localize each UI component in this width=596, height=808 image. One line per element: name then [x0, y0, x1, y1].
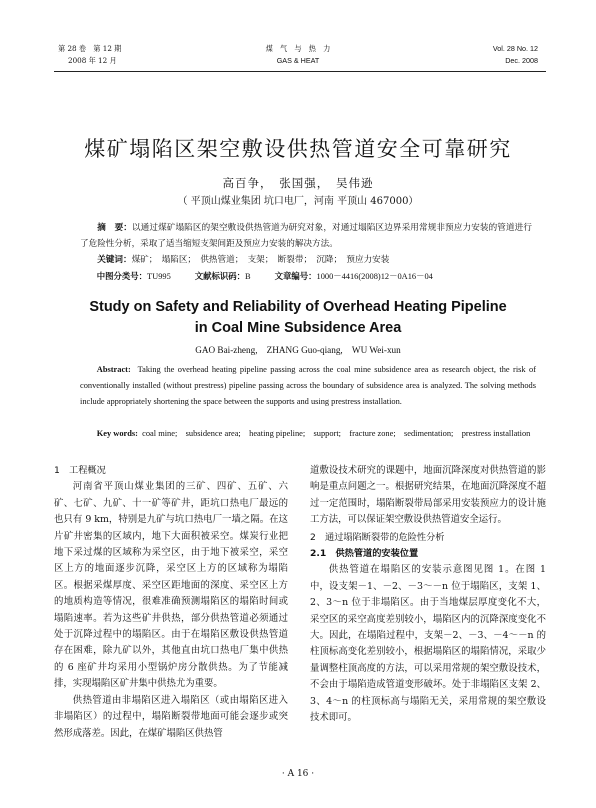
abstract-en — [80, 362, 536, 410]
title-en-line2: in Coal Mine Subsidence Area — [194, 320, 402, 336]
abstract-cn-text: 以通过煤矿塌陷区的架空敷设供热管道为研究对象，对通过塌陷区边界采用常规非预应力安装的管道进行了危险性分析，采取了适当缩短支架间距及预应力安装的解决方法。 — [80, 223, 532, 249]
keywords-en-label: Key words: — [96, 429, 138, 438]
section-2-1-heading: 2.1 供热管道的安装位置 — [310, 548, 419, 560]
keywords-cn-label: 关键词： — [97, 255, 132, 265]
article-id-label: 文章编号： — [274, 271, 317, 281]
authors-en: GAO Bai-zheng, ZHANG Guo-qiang, WU Wei-xun — [195, 345, 401, 355]
section-2-1-paragraph: 供热管道在塌陷区的安装示意图见图 1。在图 1 中，设支架－1、－2、－3～－n 位于塌陷区，支架 1、2、3～n 位于非塌陷区。由于当地煤层厚度变化不大，采空区的采空高度差别较小，塌陷区内的沉降深度变化不大。因此，在塌陷过程中，支架－2、－3、－4～－n 的柱顶标高变化差别较小，根据塌陷区的塌陷情况，采取少量调整柱顶高度的方法，可以采用常规的架空敷设技术，不会由于塌陷造成管道变形破坏。处于非塌陷区支架 2、3、4～n 的柱顶标高与塌陷无关，采用常规的架空敷设技术即可。 — [310, 564, 546, 724]
clc-label: 中图分类号： — [96, 271, 148, 281]
authors-cn: 高百争， 张国强， 吴伟逊 — [222, 176, 374, 190]
right-paragraph-1: 道敷设技术研究的课题中，地面沉降深度对供热管道的影响是重点问题之一。根据研究结果，在地面沉降深度不超过一定范围时，塌陷断裂带局部采用安装预应力的设计施工方法，可以保证架空敷设供热管道安全运行。 — [310, 465, 546, 526]
doc-code-value: B — [245, 272, 251, 281]
article-id-value: 1000－4416(2008)12－0A16－04 — [316, 272, 433, 281]
keywords-en-text: coal mine; subsidence area; heating pipeline; support; fracture zone; sedimentation; prestress installation — [142, 429, 531, 438]
abstract-en-label: Abstract: — [96, 365, 131, 374]
section-1-paragraph-1: 河南省平顶山煤业集团的三矿、四矿、五矿、六矿、七矿、九矿、十一矿等矿井，距坑口热电厂最远的也只有 9 km，特别是九矿与坑口热电厂一墙之隔。在这片矿井密集的区域内，地下大面积被采空。煤炭行业把地下采过煤的区域称为采空区，由于地下被采空，采空区上方的地面逐步沉降，采空区上方的区域称为塌陷区。根据采煤厚度、采空区距地面的深度、采空区上方的地质构造等情况，很难准确预测塌陷区的塌陷时间或塌陷速率。若为这些矿井供热，部分供热管道必须通过处于沉降过程中的塌陷区。由于在塌陷区敷设供热管道存在困难，除九矿以外，其他直由坑口热电厂集中供热的 6 座矿井均采用小型锅炉房分散供热。为了节能减排，实现塌陷区矿井集中供热尤为重要。 — [54, 481, 288, 690]
header-vol-en: Vol. 28 No. 12 — [492, 44, 538, 53]
keywords-en — [80, 426, 536, 442]
left-column — [54, 463, 288, 742]
keywords-cn — [80, 253, 532, 269]
abstract-en-text: Taking the overhead heating pipeline passing across the coal mine subsidence area as research object, the risk of conventionally installed (without prestress) pipeline passing across the boundary of subsidence area is analyzed. The solving methods include appropriately shortening the space between the supports and using prestress installation. — [80, 365, 536, 406]
header-date: 2008 年 12 月 — [68, 56, 117, 65]
section-1-heading: 1 工程概况 — [54, 465, 106, 476]
header-volume: 第 28 卷 第 12 期 — [58, 44, 122, 53]
title-en — [0, 297, 596, 339]
header-journal-en: GAS & HEAT — [276, 56, 320, 65]
title-en-line1: Study on Safety and Reliability of Overhead Heating Pipeline — [89, 299, 507, 315]
section-2-heading: 2 通过塌陷断裂带的危险性分析 — [310, 531, 445, 543]
affiliation-cn: （ 平顶山煤业集团 坑口电厂，河南 平顶山 467000） — [177, 196, 419, 207]
classification-line — [80, 269, 532, 285]
clc-value: TU995 — [147, 272, 171, 281]
abstract-cn-label: 摘 要： — [97, 223, 132, 233]
right-column — [310, 463, 546, 727]
keywords-cn-text: 煤矿； 塌陷区； 供热管道； 支架； 断裂带； 沉降； 预应力安装 — [131, 255, 390, 265]
header-journal-cn: 煤 气 与 热 力 — [265, 44, 331, 53]
title-cn: 煤矿塌陷区架空敷设供热管道安全可靠研究 — [84, 137, 512, 161]
header-date-en: Dec. 2008 — [505, 56, 538, 65]
doc-code-label: 文献标识码： — [194, 271, 246, 281]
abstract-cn — [80, 221, 532, 252]
header-rule — [54, 71, 546, 72]
section-1-paragraph-2: 供热管道由非塌陷区进入塌陷区（或由塌陷区进入非塌陷区）的过程中，塌陷断裂带地面可能会逐步或突然形成落差。因此，在煤矿塌陷区供热管 — [54, 694, 288, 739]
page-number: · A 16 · — [281, 769, 315, 779]
